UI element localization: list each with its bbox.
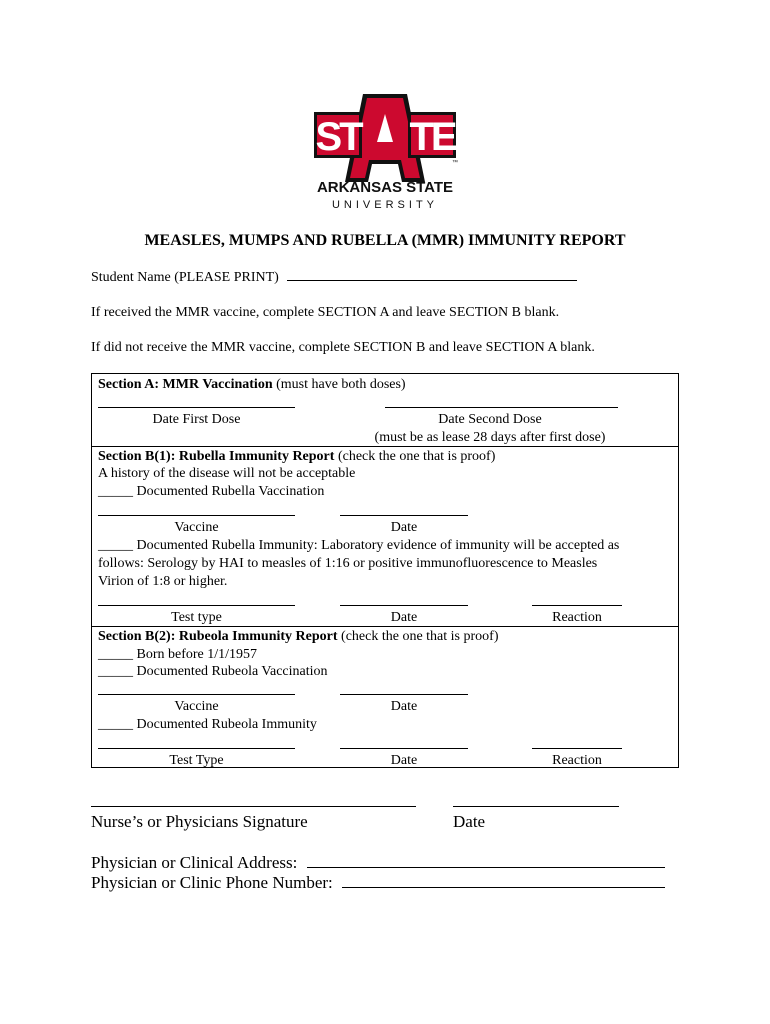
test-type-label: Test type — [171, 610, 222, 625]
rubella-test-type-field[interactable] — [98, 605, 295, 606]
signature-field[interactable] — [91, 806, 416, 807]
rubeola-test-date-field[interactable] — [340, 748, 468, 749]
rubeola-immunity-option[interactable]: _____ Documented Rubeola Immunity — [98, 717, 317, 732]
section-b2-heading: Section B(2): Rubeola Immunity Report (check the one that is proof) — [98, 629, 499, 644]
rubeola-vaccination-option[interactable]: _____ Documented Rubeola Vaccination — [98, 664, 328, 679]
rubeola-test-type-field[interactable] — [98, 748, 295, 749]
section-a-heading: Section A: MMR Vaccination (must have both doses) — [98, 377, 406, 392]
rubeola-vaccine-date-field[interactable] — [340, 694, 468, 695]
student-name-label: Student Name (PLEASE PRINT) — [91, 270, 279, 285]
second-dose-label: Date Second Dose — [438, 412, 542, 427]
svg-text:TE: TE — [409, 115, 455, 159]
svg-text:UNIVERSITY: UNIVERSITY — [331, 199, 439, 210]
phone-row — [91, 873, 665, 893]
rubella-vaccine-date-field[interactable] — [340, 515, 468, 516]
second-dose-date-field[interactable] — [385, 407, 618, 408]
section-b1-heading: Section B(1): Rubella Immunity Report (check the one that is proof) — [98, 449, 496, 464]
svg-text:ST: ST — [315, 115, 361, 159]
history-note: A history of the disease will not be acceptable — [98, 466, 356, 481]
date-label: Date — [390, 520, 418, 535]
instruction-b: If did not receive the MMR vaccine, complete SECTION B and leave SECTION A blank. — [91, 340, 595, 355]
phone-label: Physician or Clinic Phone Number: — [91, 873, 333, 892]
rubella-vaccination-option[interactable]: _____ Documented Rubella Vaccination — [98, 484, 325, 499]
signature-date-label: Date — [453, 812, 486, 831]
signature-label: Nurse’s or Physicians Signature — [91, 812, 308, 831]
student-name-field[interactable] — [287, 268, 577, 281]
svg-text:ARKANSAS STATE: ARKANSAS STATE — [316, 179, 454, 196]
rubella-immunity-text-3: Virion of 1:8 or higher. — [98, 574, 228, 589]
address-field[interactable] — [307, 855, 665, 868]
rubeola-test-type-label: Test Type — [169, 753, 224, 768]
address-row — [91, 853, 665, 873]
instruction-a: If received the MMR vaccine, complete SECTION A and leave SECTION B blank. — [91, 305, 560, 320]
svg-text:™: ™ — [452, 160, 458, 166]
reaction-label: Reaction — [552, 610, 602, 625]
rubella-immunity-text-2: follows: Serology by HAI to measles of 1:16 or positive immunofluorescence to Measles — [98, 556, 598, 571]
immunity-form-box — [91, 373, 679, 768]
rubeola-vaccine-label: Vaccine — [174, 699, 219, 714]
rubeola-reaction-label: Reaction — [552, 753, 602, 768]
rubella-test-date-field[interactable] — [340, 605, 468, 606]
rubella-reaction-field[interactable] — [532, 605, 622, 606]
second-dose-note: (must be as lease 28 days after first dose) — [374, 430, 606, 445]
first-dose-date-field[interactable] — [98, 407, 295, 408]
rubeola-test-date-label: Date — [390, 753, 418, 768]
student-name-row — [91, 268, 577, 286]
rubeola-reaction-field[interactable] — [532, 748, 622, 749]
rubella-immunity-option[interactable]: _____ Documented Rubella Immunity: Laboratory evidence of immunity will be accepted as — [98, 538, 620, 553]
phone-field[interactable] — [342, 875, 665, 888]
rubeola-date-label: Date — [390, 699, 418, 714]
address-label: Physician or Clinical Address: — [91, 853, 298, 872]
vaccine-label: Vaccine — [174, 520, 219, 535]
rubella-vaccine-field[interactable] — [98, 515, 295, 516]
born-before-option[interactable]: _____ Born before 1/1/1957 — [98, 647, 258, 662]
test-date-label: Date — [390, 610, 418, 625]
divider-a — [92, 446, 678, 447]
signature-date-field[interactable] — [453, 806, 619, 807]
rubeola-vaccine-field[interactable] — [98, 694, 295, 695]
first-dose-label: Date First Dose — [152, 412, 241, 427]
form-title: MEASLES, MUMPS AND RUBELLA (MMR) IMMUNITY REPORT — [144, 232, 626, 249]
arkansas-state-logo — [312, 92, 458, 210]
divider-b1 — [92, 626, 678, 627]
